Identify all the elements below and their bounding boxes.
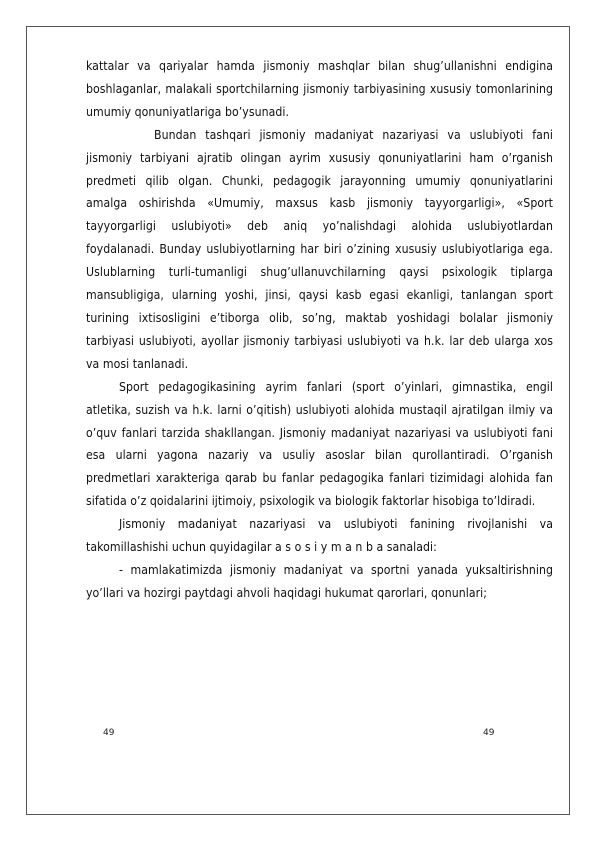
page-number-left: 49 bbox=[103, 728, 115, 738]
page-number-right: 49 bbox=[483, 728, 495, 738]
list-item-1: - mamlakatimizda jismoniy madaniyat va sportni yanada yuksaltirishning yo’llari va hozirgi paytdagi ahvoli haqidagi hukumat qarorlari, qonunlari; bbox=[86, 562, 553, 600]
paragraph-3: Sport pedagogikasining ayrim fanlari (sport o’yinlari, gimnastika, engil atletika, suzish va h.k. larni o’qitish) uslubiyoti alohida mustaqil ajratilgan ilmiy va o’quv fanlari tarzida shakllangan. Jismoniy madaniyat nazariyasi va uslubiyoti fani esa ularni yagona nazariy va usuliy asoslar bilan qurollantiradi. O’rganish predmetlari xarakteriga qarab bu fanlar pedagogika fanlari tizimidagi alohida fan sifatida o’z qoidalarini ijtimoiy, psixologik va biologik faktorlar hisobiga to’ldiradi. bbox=[86, 379, 553, 509]
paragraph-2: Bundan tashqari jismoniy madaniyat nazariyasi va uslubiyoti fani jismoniy tarbiyani ajratib olingan ayrim xususiy qonuniyatlarini ham o’rganish predmeti qilib olgan. Chunki, pedagogik jarayonning umumiy qonuniyatlarini amalga oshirishda «Umumiy, maxsus kasb jismoniy tayyorgarligi», «Sport tayyorgarligi uslubiyoti» deb aniq yo’nalishdagi alohida uslubiyotlardan foydalanadi. Bunday uslubiyotlarning har biri o’zining xususiy uslubiyotlariga ega. Uslublarning turli-tumanligi shug’ullanuvchilarning qaysi psixologik tiplarga mansubligiga, ularning yoshi, jinsi, qaysi kasb egasi ekanligi, tanlangan sport turining ixtisosligini e’tiborga olib, so’ng, maktab yoshidagi bolalar jismoniy tarbiyasi uslubiyoti, ayollar jismoniy tarbiyasi uslubiyoti va h.k. lar deb ularga xos va mosi tanlanadi. bbox=[86, 127, 553, 371]
paragraph-4: Jismoniy madaniyat nazariyasi va uslubiyoti fanining rivojlanishi va takomillashishi uchun quyidagilar a s o s i y m a n b a sanaladi: bbox=[86, 517, 553, 555]
paragraph-continuation: kattalar va qariyalar hamda jismoniy mashqlar bilan shug’ullanishni endigina boshlaganlar, malakali sportchilarning jismoniy tarbiyasining xususiy tomonlarining umumiy qonuniyatlariga bo’ysunadi. bbox=[86, 59, 553, 119]
document-body bbox=[86, 55, 553, 605]
